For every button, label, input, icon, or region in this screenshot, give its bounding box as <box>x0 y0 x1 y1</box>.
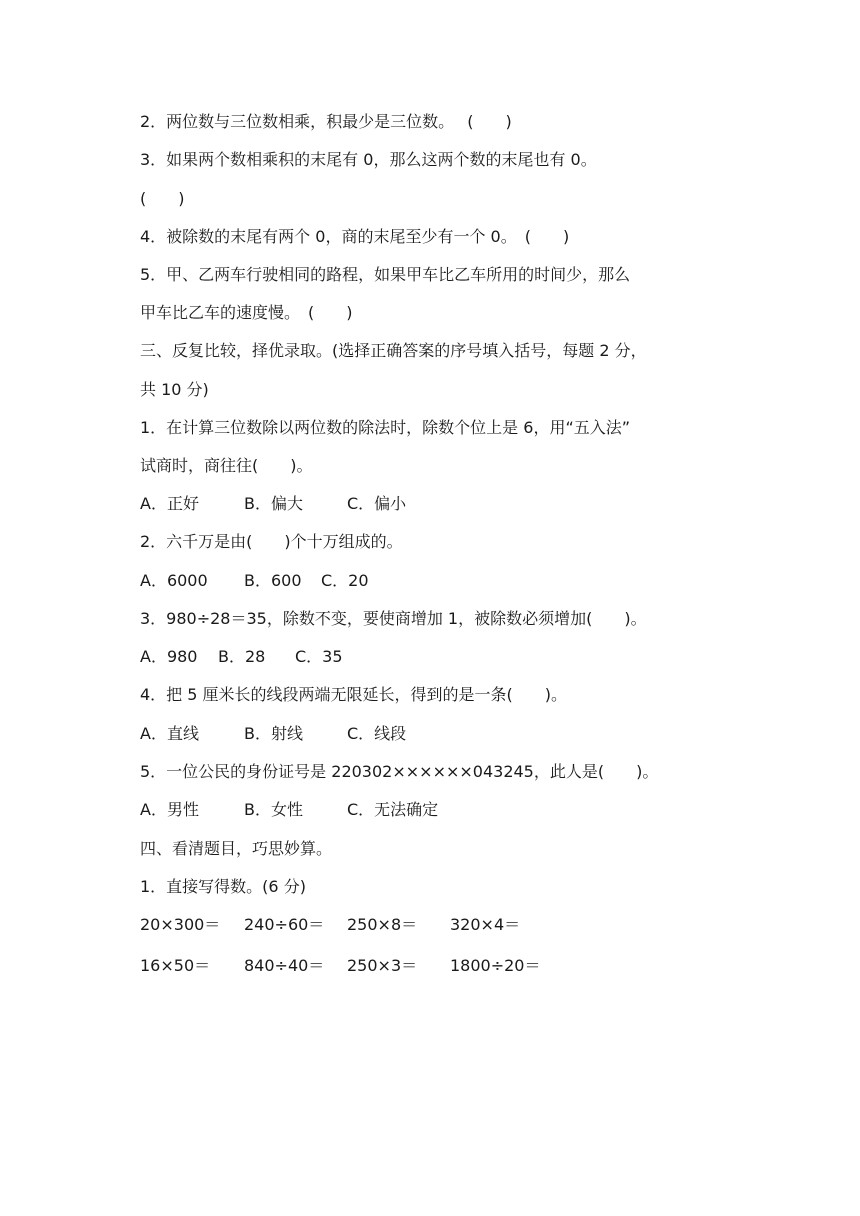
choice-question-5: 5．一位公民的身份证号是 220302××××××043245，此人是( )。 <box>140 762 659 781</box>
option-a: A．正好 <box>140 494 199 513</box>
judge-question-5-line1: 5．甲、乙两车行驶相同的路程，如果甲车比乙车所用的时间少，那么 <box>140 265 631 284</box>
section-3-heading-line1: 三、反复比较，择优录取。(选择正确答案的序号填入括号，每题 2 分， <box>140 341 647 360</box>
option-a: A．男性 <box>140 800 199 819</box>
calc-item: 250×3＝ <box>347 956 418 975</box>
option-c: C．线段 <box>347 724 407 743</box>
section-4-heading: 四、看清题目，巧思妙算。 <box>140 839 333 858</box>
section-3-heading-line2: 共 10 分) <box>140 380 209 399</box>
choice-question-1-line2: 试商时，商往往( )。 <box>140 456 313 475</box>
calc-item: 16×50＝ <box>140 956 211 975</box>
option-a: A．直线 <box>140 724 199 743</box>
calc-question-1: 1．直接写得数。(6 分) <box>140 877 306 896</box>
judge-question-2: 2．两位数与三位数相乘，积最少是三位数。 ( ) <box>140 112 512 131</box>
option-a: A．6000 <box>140 571 208 590</box>
judge-question-3-line1: 3．如果两个数相乘积的末尾有 0，那么这两个数的末尾也有 0。 <box>140 150 597 169</box>
choice-question-1-line1: 1．在计算三位数除以两位数的除法时，除数个位上是 6，用“五入法” <box>140 418 631 437</box>
calc-item: 240÷60＝ <box>244 915 325 934</box>
option-b: B．600 <box>244 571 302 590</box>
option-c: C．35 <box>295 647 343 666</box>
option-a: A．980 <box>140 647 198 666</box>
option-c: C．20 <box>321 571 369 590</box>
option-b: B．女性 <box>244 800 303 819</box>
option-b: B．射线 <box>244 724 303 743</box>
calc-item: 250×8＝ <box>347 915 418 934</box>
calc-item: 320×4＝ <box>450 915 521 934</box>
option-b: B．28 <box>218 647 266 666</box>
choice-question-3: 3．980÷28＝35，除数不变，要使商增加 1，被除数必须增加( )。 <box>140 609 647 628</box>
option-c: C．偏小 <box>347 494 407 513</box>
option-b: B．偏大 <box>244 494 303 513</box>
calc-item: 1800÷20＝ <box>450 956 541 975</box>
calc-row-2 <box>140 956 541 1076</box>
option-c: C．无法确定 <box>347 800 439 819</box>
judge-question-4: 4．被除数的末尾有两个 0，商的末尾至少有一个 0。 ( ) <box>140 227 570 246</box>
judge-question-5-line2: 甲车比乙车的速度慢。 ( ) <box>140 303 353 322</box>
calc-item: 840÷40＝ <box>244 956 325 975</box>
calc-item: 20×300＝ <box>140 915 221 934</box>
choice-question-2: 2．六千万是由( )个十万组成的。 <box>140 532 403 551</box>
judge-question-3-line2: ( ) <box>140 189 185 208</box>
choice-question-4: 4．把 5 厘米长的线段两端无限延长，得到的是一条( )。 <box>140 685 568 704</box>
